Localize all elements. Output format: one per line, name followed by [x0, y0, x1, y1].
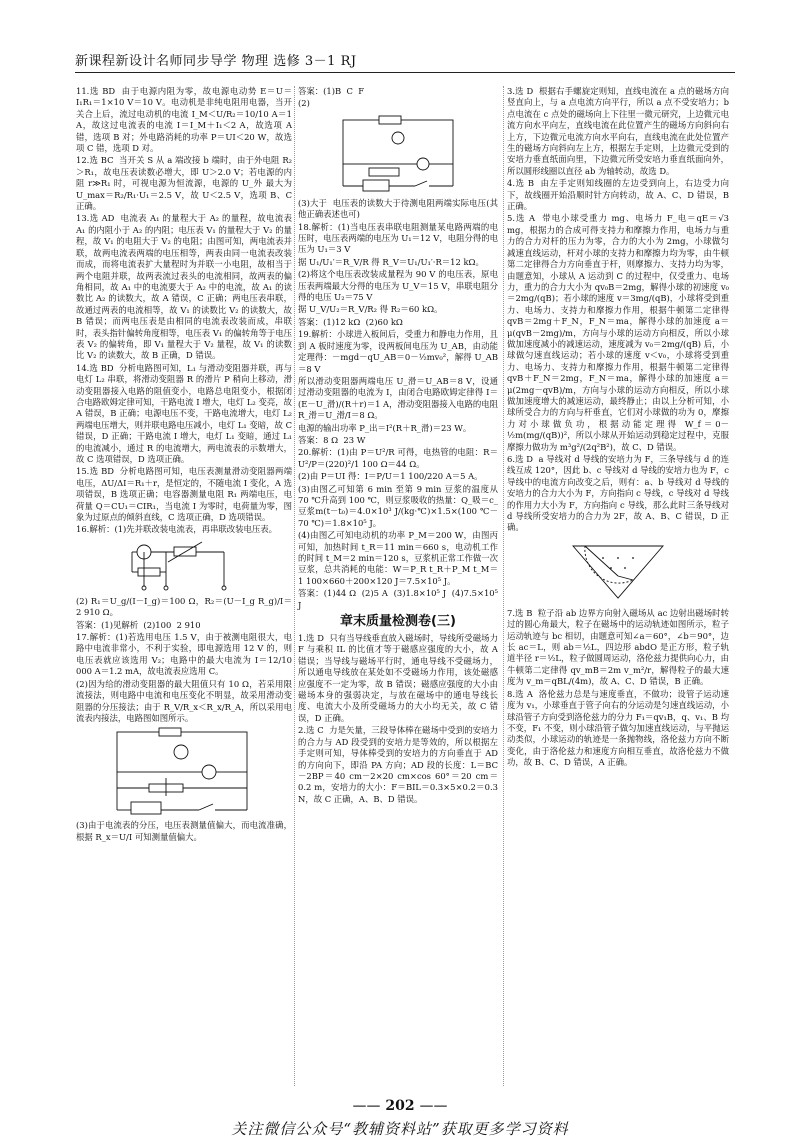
- answer-20-part4: (4)由图乙可知电动机的功率 P_M＝200 W，由图丙可知，加热时间 t_R＝11 min＝660 s，电动机工作的时间 t_M＝2 min＝120 s，豆浆机正常工作做一次豆浆，总共消耗的电能：W＝P_R t_R＋P_M t_M＝1 100×660＋200×120 J＝7.5×10⁵ J。: [298, 530, 498, 586]
- answer-19-key: 答案：8 Ω 23 W: [298, 434, 366, 445]
- chapter3-answer-5: 5.选 A 带电小球受重力 mg、电场力 F_电＝qE＝√3 mg，根据力的合成可得支持力和摩擦力作用，电场力与重力的合力对杆的压力为零，合力的大小为 2mg，小球做匀减速直线运动，杆对小球的支持力和摩擦力均为零，由牛顿第二定律得合力方向垂直于杆，则摩擦力、支持力均为零，由题意知，小球从 A 运动到 C 的过程中，仅受重力、电场力，重力的合力大小为 qv₀B＝2mg，解得小球的初速度 v₀＝2mg/(qB)；若小球的速度 v＝3mg/(qB)，小球将受到重力、电场力、支持力和摩擦力作用，根据牛顿第二定律得 qvB＝2mg＋F_N，F_N＝ma，解得小球的加速度 a＝μ(qvB－2mg)/m，方向与小球的运动方向相反，所以小球做加速度减小的减速运动，速度减为 v₀＝2mg/(qB) 后，小球做匀速直线运动；若小球的速度 v＜v₀，小球将受到重力、电场力、支持力和摩擦力作用，根据牛顿第二定律得 qvB＋F_N＝2mg，F_N＝ma，解得小球的加速度 a＝μ(2mg－qvB)/m，方向与小球的运动方向相反，所以小球做加速度增大的减速运动，最终静止；由以上分析可知，小球所受合力的方向与杆垂直，它们对小球做的功为 0，摩擦力对小球做负功，根据动能定理得 W_f＝0－½m(mg/(qB))²，所以小球从开始运动到稳定过程中，克服摩擦力做功为 m³g²/(2q²B²)，故 C、D 错误。: [507, 213, 732, 452]
- page-number-value: 202: [385, 1098, 415, 1114]
- answer-17-key-3: (3)大于 电压表的读数大于待测电阻两端实际电压(其他正确表述也可): [298, 197, 498, 220]
- answer-18-part2: 据 U₁/U₁′＝R_V/R 得 R_V＝U₁/U₁′·R＝12 kΩ。: [298, 256, 484, 267]
- answer-20-part2: (2)由 P＝UI 得：I＝P/U＝1 100/220 A＝5 A。: [298, 471, 483, 482]
- answer-19-part2: 所以滑动变阻器两端电压 U_滑＝U_AB＝8 V，设通过滑动变阻器的电流为 I，由闭合电路欧姆定律得 I＝(E－U_滑)/(R＋r)＝1 A，滑动变阻器接入电路的电阻 R_滑＝U_滑/I＝8 Ω。: [298, 375, 501, 421]
- column-left: [76, 86, 295, 844]
- answer-circuit-diagram: [323, 112, 473, 196]
- column-divider-1: [294, 86, 295, 1086]
- answer-16-part2: (2) R₁＝U_g/(I－I_g)＝100 Ω，R₂＝(U－I_g R_g)/I＝2 910 Ω。: [76, 595, 292, 618]
- answer-12: 12.选 BC 当开关 S 从 a 端改接 b 端时，由于外电阻 R₂＞R₁，故电压表读数必增大，即 U＞2.0 V；若电源的内阻 r≫R₁ 时，可视电源为恒流源，电源的 U_外 最大为 U_max＝R₂/R₁·U₁＝2.5 V，故 U＜2.5 V，选项 B、C 正确。: [76, 155, 295, 212]
- answer-18-part3: (2)将这个电压表改装成量程为 90 V 的电压表，原电压表两端最大分得的电压为 U_V＝15 V，串联电阻分得的电压 U₂＝75 V: [298, 269, 498, 303]
- column-divider-2: [503, 86, 504, 1086]
- section-title: 章末质量检测卷(三): [340, 614, 456, 630]
- answer-20-part1: 20.解析：(1)由 P＝U²/R 可得，电热管的电阻：R＝U²/P＝(220)²/1 100 Ω＝44 Ω。: [298, 447, 498, 469]
- answer-15: 15.选 BD 分析电路图可知，电压表测量滑动变阻器两端电压，ΔU/ΔI＝R₁＋r，是恒定的，不随电流 I 变化，A 选项错误，B 选项正确；电容器测量电阻 R₁ 两端电压，电荷量 Q＝CU₁＝CIR₁，当电流 I 为零时，电荷量为零，图象为过原点的倾斜直线，C 选项正确，D 选项错误。: [76, 466, 292, 523]
- answer-18-part1: 18.解析：(1)当电压表串联电阻测量某电路两端的电压时，电压表两端的电压为 U₁＝12 V，电阻分得的电压为 U₁＝3 V: [298, 221, 498, 255]
- page-number: —— 202 ——: [352, 1098, 448, 1114]
- answer-17-part2: (2)因为给的滑动变阻器的最大阻值只有 10 Ω，若采用限流接法，则电路中电流和电压变化不明显，故采用滑动变阻器的分压接法；由于 R_V/R_x＜R_x/R_A，所以采用电流表内接法，电路图如图所示。: [76, 678, 292, 723]
- chapter3-answer-1: 1.选 D 只有当导线垂直放入磁场时，导线所受磁场力 F 与乘积 IL 的比值才等于磁感应强度的大小，故 A 错误；当导线与磁场平行时，通电导线不受磁场力，所以通电导线放在某处如不受磁场力作用，该处磁感应强度不一定为零，故 B 错误；磁感应强度的大小由磁场本身的强弱决定，与放在磁场中的通电导线长度、电流大小及所受磁场力的大小均无关，故 C 错误，D 正确。: [298, 633, 501, 723]
- page-header: [75, 50, 735, 73]
- chapter3-answer-8: 8.选 A 洛伦兹力总是与速度垂直，不做功；设管子运动速度为 v₁，小球垂直于管子向右的分运动是匀速直线运动，小球沿管子方向受到洛伦兹力的分力 F₁＝qv₁B，q、v₁、B 均不变，F₁ 不变，则小球沿管子做匀加速直线运动，与平抛运动类似，小球运动的轨迹是一条抛物线，洛伦兹力方向不断变化，由于洛伦兹力和速度方向相互垂直，故洛伦兹力不做功，故 B、C、D 错误，A 正确。: [507, 688, 729, 768]
- chapter3-answer-3: 3.选 D 根据右手螺旋定则知，直线电流在 a 点的磁场方向竖直向上，与 a 点电流方向平行，所以 a 点不受安培力；b 点电流在 c 点处的磁场向上下往里一微元研究，上边微元电流方向水平向左，直线电流在此位置产生的磁场方向斜向右上方，下边微元电流方向水平向右，直线电流在此处位置产生的磁场方向斜向左上方，根据左手定则，上边微元受到的安培力垂直纸面向里，下边微元所受安培力垂直纸面向外，所以圆形线圈以直径 ab 为轴转动，故选 D。: [507, 86, 732, 176]
- meter-circuit-diagram: [124, 538, 244, 594]
- column-middle: [298, 86, 501, 806]
- measurement-circuit-diagram: [109, 726, 259, 818]
- chapter3-answer-2: 2.选 C 力是矢量，三段导体棒在磁场中受到的安培力的合力与 AD 段受到的安培力是等效的，所以根据左手定则可知，导体棒受到的安培力的方向垂直于 AD 的方向向下，即沿 PA 方向；AD 段的长度：L＝BC－2BP＝40 cm－2×20 cm×cos 60°＝20 cm＝0.2 m，安培力的大小：F＝BIL＝0.3×5×0.2＝0.3 N，故 C 正确，A、B、D 错误。: [298, 725, 501, 804]
- answer-17-key: 答案：(1)B C F: [298, 86, 365, 96]
- answer-19-part3: 电源的输出功率 P_出＝I²(R＋R_滑)＝23 W。: [298, 422, 472, 433]
- answer-17-part3: (3)由于电流表的分压，电压表测量值偏大，而电流准确，根据 R_x＝U/I 可知测量值偏大。: [76, 820, 292, 842]
- answer-20-part3: (3)由图乙可知第 6 min 至第 9 min 豆浆的温度从 70 ℃升高到 100 ℃，则豆浆吸收的热量：Q_吸＝c_豆浆m(t－t₀)＝4.0×10³ J/(kg·℃)×1.5×(100 ℃－70 ℃)＝1.8×10⁵ J。: [298, 483, 501, 528]
- answer-17-key-2: (2): [298, 98, 310, 109]
- answer-17-part1: 17.解析：(1)若选用电压 1.5 V，由于被测电阻很大，电路中电流非常小，不利于实验，即电源选用 12 V 的，则电压表就应该选用 V₂；电路中的最大电流为 I＝12/10 000 A＝1.2 mA，故电流表应选用 C。: [76, 632, 295, 677]
- answer-11: 11.选 BD 由于电源内阻为零，故电源电动势 E＝U＝I₁R₁＝1×10 V＝10 V。电动机是非纯电阻用电器，当开关合上后，流过电动机的电流 I_M＜U/R₂＝10/10 A＝1 A，故这过电流表的电流 I＝I_M＋I₁＜2 A，故选项 A 错，选项 B 对；外电路消耗的功率 P＝UI＜20 W，故选项 C 错，选项 D 对。: [76, 86, 295, 154]
- footer-note: 关注微信公众号“教辅资料站”获取更多学习资料: [231, 1120, 569, 1138]
- chapter3-answer-4: 4.选 B 由左手定则知线圈的左边受到向上，右边受力向下，故线圈开始沿顺时针方向转动，故 A、C、D 错误，B 正确。: [507, 178, 732, 212]
- answer-18-key: 答案：(1)12 kΩ (2)60 kΩ: [298, 316, 403, 327]
- chapter3-answer-6: 6.选 D a 导线对 d 导线的安培力为 F，三条导线与 d 的连线互成 120°，因此 b、c 导线对 d 导线的安培力也为 F，c 导线中的电流方向改变之后，则有：a、b 导线对 d 导线的安培力的合力大小为 F，方向指向 c 导线，c 导线对 d 导线的作用力大小为 F，方向指向 c 导线，那么此时三条导线对 d 导线所受安培力的合力为 2F，故 A、B、C 错误，D 正确。: [507, 454, 732, 533]
- header-title: 新课程新设计名师同步导学 物理 选修 3－1 RJ: [75, 54, 357, 69]
- answer-20-key: 答案：(1)44 Ω (2)5 A (3)1.8×10⁵ J (4)7.5×10⁵ J: [298, 588, 501, 610]
- magnetic-field-trajectory-diagram: [563, 536, 673, 606]
- column-right: [507, 86, 732, 770]
- answer-19-part1: 19.解析：小球进入板间后，受重力和静电力作用，且到 A 板时速度为零，设两板间电压为 U_AB，由动能定理得：－mgd－qU_AB＝0－½mv₀²，解得 U_AB＝8 V: [298, 329, 498, 374]
- answer-18-part4: 据 U_V/U₂＝R_V/R₂ 得 R₂＝60 kΩ。: [298, 304, 443, 315]
- answer-16-answer: 答案：(1)见解析 (2)100 2 910: [76, 619, 201, 630]
- answer-14: 14.选 BD 分析电路图可知，L₁ 与滑动变阻器并联，再与电灯 L₂ 串联，将滑动变阻器 R 的滑片 P 稍向上移动，滑动变阻器接入电路的阻值变小，电路总电阻变小，根据闭合电路欧姆定律可知，干路电流 I 增大，电灯 L₂ 变亮，故 A 错误，B 正确；电源电压不变，干路电流增大，电灯 L₂ 两端电压增大，则并联电路电压减小，电灯 L₁ 变暗，故 C 错误，D 正确；干路电流 I 增大，电灯 L₁ 变暗，通过 L₁ 的电流减小，通过 R 的电流增大，两电流表的示数增大，故 C 选项错误，D 选项正确。: [76, 362, 295, 464]
- answer-13: 13.选 AD 电流表 A₁ 的量程大于 A₂ 的量程，故电流表 A₁ 的内阻小于 A₂ 的内阻；电压表 V₁ 的量程大于 V₂ 的量程，故 V₁ 的电阻大于 V₂ 的电阻；由图可知，两电流表并联，故两电流表两端的电压相等，两表由同一电流表改装而成，而将电流表扩大量程时为并联一小电阻，故相当于两个电阻并联，故两表流过表头的电流相同，故两表的偏角相同，故 A₁ 中的电流要大于 A₂ 中的电流，故 A₁ 的读数比 A₂ 的读数大，故 A 错误，C 正确；两电压表串联，故通过两表的电流相等，故 V₁ 的读数比 V₂ 的读数大，故 B 错误；而两电压表是由相同的电流表改装而成，串联时，表头指针偏转角度相等，电压表 V₁ 的偏转角等于电压表 V₂ 的偏转角，即 V₁ 量程大于 V₂ 量程，故 V₁ 的读数比 V₂ 的读数大，故 B 正确，D 错误。: [76, 213, 295, 361]
- answer-16-part1: 16.解析：(1)先并联改装电流表，再串联改装电压表。: [76, 524, 278, 535]
- chapter3-answer-7: 7.选 B 粒子沿 ab 边界方向射入磁场从 ac 边射出磁场时转过的圆心角最大，粒子在磁场中的运动轨迹如图所示，粒子运动轨迹与 bc 相切，由题意可知∠a＝60°，∠b＝90°，边长 ac＝L，则 ab＝½L，四边形 abdO 是正方形，粒子轨道半径 r＝½L，粒子做圆周运动，洛伦兹力提供向心力，由牛顿第二定律得 qv_mB＝2m v_m²/r，解得粒子的最大速度为 v_m＝qBL/(4m)，故 A、C、D 错误，B 正确。: [507, 607, 729, 687]
